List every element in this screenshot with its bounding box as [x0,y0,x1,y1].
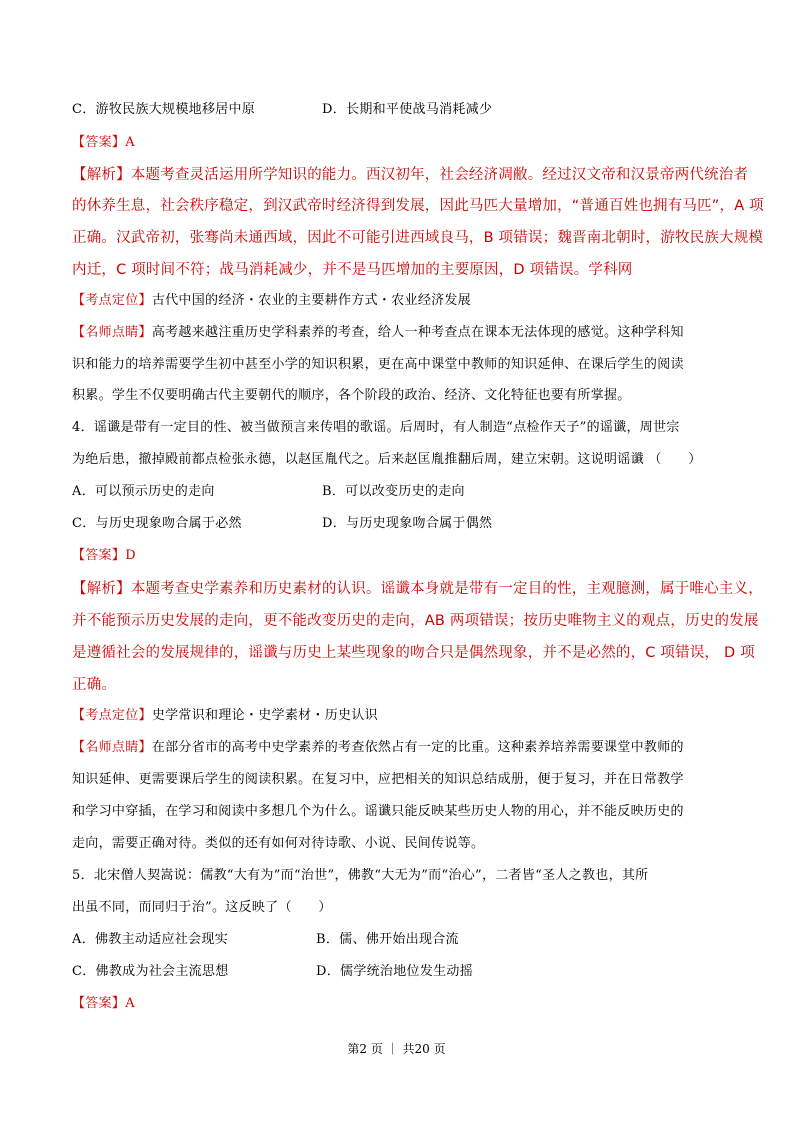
q4-stem-line-2: 为绝后患，撤掉殿前都点检张永德，以赵匡胤代之。后来赵匡胤推翻后周，建立宋朝。这说明谣谶 （ ） [72,452,702,467]
q5-stem-line-2: 出虽不同，而同归于治”。这反映了（ ） [72,900,332,915]
q4-tips-line-1: 【名师点睛】在部分省市的高考中史学素养的考查依然占有一定的比重。这种素养培养需要课堂中教师的 [72,740,684,755]
q3-answer [72,134,135,152]
q5-option-d: D．儒学统治地位发生动摇 [316,964,474,979]
q4-option-c: C．与历史现象吻合属于必然 [72,516,242,531]
answer-tag: 【答案】 [72,996,126,1011]
q5-option-b: B．儒、佛开始出现合流 [316,932,459,947]
q4-answer [72,547,136,565]
q3-option-d: D．长期和平使战马消耗减少 [322,102,493,117]
q4-tips-line-4: 走向，需要正确对待。类似的还有如何对待诗歌、小说、民间传说等。 [72,836,485,851]
answer-tag: 【答案】 [72,548,126,563]
q3-key-point: 【考点定位】古代中国的经济・农业的主要耕作方式・农业经济发展 [72,293,472,308]
q3-option-c: C．游牧民族大规模地移居中原 [72,102,256,117]
answer-value: A [125,996,135,1011]
q3-analysis-line-2: 的休养生息，社会秩序稳定，到汉武帝时经济得到发展，因此马匹大量增加，“普通百姓也拥有马匹”，A 项 [72,198,764,214]
answer-tag: 【答案】 [72,135,126,150]
page-footer: 第2 页 ｜ 共20 页 [347,1042,446,1056]
q4-analysis-line-2: 并不能预示历史发展的走向，更不能改变历史的走向，AB 两项错误；按历史唯物主义的观点，历史的发展 [72,613,759,629]
answer-value: D [125,548,136,563]
analysis-tag: 【解析】 [72,581,131,597]
q4-analysis-line-4: 正确。 [72,677,117,693]
key-point-tag: 【考点定位】 [72,293,152,308]
q3-tips-line-1: 【名师点睛】高考越来越注重历史学科素养的考查，给人一种考查点在课本无法体现的感觉。这种学科知 [72,325,684,340]
q3-tips-line-3: 积累。学生不仅要明确古代主要朝代的顺序，各个阶段的政治、经济、文化特征也要有所掌握。 [72,388,631,403]
q4-stem-line-1: 4．谣谶是带有一定目的性、被当做预言来传唱的歌谣。后周时，有人制造“点检作天子”的谣谶，周世宗 [72,420,680,435]
key-point-tag: 【考点定位】 [72,708,152,723]
q5-answer [72,995,135,1013]
q5-option-c: C．佛教成为社会主流思想 [72,964,229,979]
q4-tips-line-2: 知识延伸、更需要课后学生的阅读积累。在复习中，应把相关的知识总结成册，便于复习，并在日常教学 [72,772,684,787]
answer-value: A [125,135,135,150]
q5-stem-line-1: 5．北宋僧人契嵩说：儒教“大有为”而“治世”，佛教“大无为”而“治心”，二者皆“圣人之教也，其所 [72,868,649,883]
q4-tips-line-3: 和学习中穿插，在学习和阅读中多想几个为什么。谣谶只能反映某些历史人物的用心，并不能反映历史的 [72,804,684,819]
tips-tag: 【名师点睛】 [72,740,152,755]
q4-option-b: B．可以改变历史的走向 [322,484,465,499]
q5-option-a: A．佛教主动适应社会现实 [72,932,228,947]
q3-analysis-line-4: 内迁，C 项时间不符；战马消耗减少，并不是马匹增加的主要原因，D 项错误。学科网 [72,262,633,278]
q4-option-a: A．可以预示历史的走向 [72,484,215,499]
q3-tips-line-2: 识和能力的培养需要学生初中甚至小学的知识积累，更在高中课堂中教师的知识延伸、在课后学生的阅读 [72,357,684,372]
q3-analysis-line-1: 【解析】本题考查灵活运用所学知识的能力。西汉初年，社会经济凋敝。经过汉文帝和汉景帝两代统治者 [72,167,749,183]
q4-key-point: 【考点定位】史学常识和理论・史学素材・历史认识 [72,708,378,723]
q4-analysis-line-3: 是遵循社会的发展规律的，谣谶与历史上某些现象的吻合只是偶然现象，并不是必然的，C 项错误， D 项 [72,645,755,661]
q3-analysis-line-3: 正确。汉武帝初，张骞尚未通西域，因此不可能引进西域良马，B 项错误；魏晋南北朝时，游牧民族大规模 [72,230,764,246]
analysis-tag: 【解析】 [72,167,131,183]
q4-option-d: D．与历史现象吻合属于偶然 [322,516,493,531]
tips-tag: 【名师点睛】 [72,325,152,340]
q4-analysis-line-1: 【解析】本题考查史学素养和历史素材的认识。谣谶本身就是带有一定目的性，主观臆测，属于唯心主义， [72,581,763,597]
